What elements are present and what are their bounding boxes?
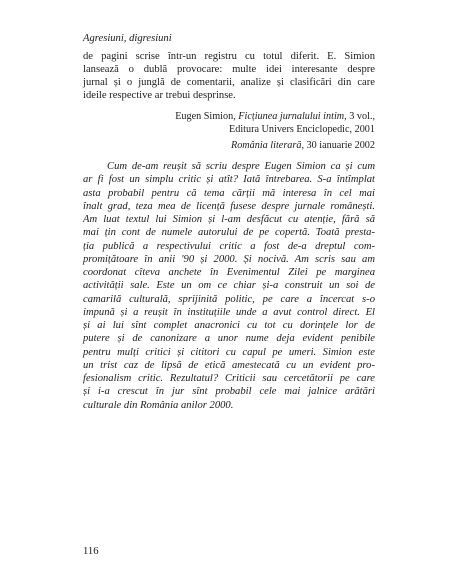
text-line: impună și a reușit în instituțiile unde a avut control direct. El	[83, 306, 375, 318]
text-line: pentru mulți critici și cititori cu capul pe umeri. Simion este	[83, 346, 375, 358]
text-line: camarilă culturală, sprijinită politic, pe care a încercat s-o	[83, 293, 375, 305]
citation-journal: România literară	[230, 140, 302, 151]
text-line: Cum de-am reușit să scriu despre Eugen Simion ca și cum	[107, 161, 375, 172]
citation-book-title: Ficțiunea jurnalului intim	[238, 111, 345, 122]
text-line: ar fi fost un simplu critic și atît? Iată întrebarea. S-a întîmplat	[83, 174, 375, 186]
text-line: activității sale. Este un om ce chiar și-a construit un soi de	[83, 280, 375, 292]
text-line: Am luat textul lui Simion și l-am desfăcut cu atenție, fără să	[83, 214, 375, 225]
text-line: ția publică a respectivului critic a fost de-a dreptul com-	[83, 240, 375, 252]
italic-body-paragraph	[83, 160, 375, 412]
text-line: mai țin cont de numele autorului de pe copertă. Toată presta-	[83, 227, 375, 239]
intro-paragraph	[83, 50, 375, 102]
text-line: coordonat cîteva anchete în Evenimentul Zilei pe marginea	[83, 267, 375, 278]
text-line: un trist caz de lipsă de etică amestecată cu un evident pro-	[83, 359, 375, 371]
page-number: 116	[83, 546, 99, 557]
text-line: jurnal și o junglă de comentarii, analize și clasificări din care	[83, 77, 375, 89]
text-line: culturale din România anilor 2000.	[83, 399, 234, 411]
citation-journal-date: , 30 ianuarie 2002	[301, 140, 375, 151]
text-line: promițătoare în anii '90 și 2000. Și nocivă. Am scris sau am	[83, 253, 375, 265]
text-line: înalt grad, teza mea de licență fusese despre jurnale românești.	[83, 200, 375, 212]
citation-publisher: Editura Univers Enciclopedic, 2001	[229, 124, 375, 135]
text-line: și ai lui sînt complet anacronici cu tot cu dorințele lor de	[83, 320, 375, 331]
running-head: Agresiuni, digresiuni	[83, 33, 172, 44]
text-line: de pagini scrise într-un registru cu totul diferit. E. Simion	[83, 51, 375, 62]
text-line: lansează o dublă provocare: multe idei interesante despre	[83, 64, 375, 76]
text-line: asta probabil pentru că tema cărții mă interesa în cel mai	[83, 187, 375, 199]
citation-author: Eugen Simion,	[175, 111, 239, 122]
citation-line-3	[231, 139, 375, 152]
citation-line-1	[175, 110, 375, 123]
text-line: fesionalism critic. Rezultatul? Criticii sau cercetătorii pe care	[83, 373, 375, 384]
text-line: ideile respective ar trebui desprinse.	[83, 90, 236, 102]
citation-line-2	[229, 123, 375, 136]
text-line: putere și de canonizare a unor nume deja evident penibile	[83, 333, 375, 345]
citation-book-rest: , 3 vol.,	[344, 111, 375, 122]
text-line: și i-a crescut în jur sînt probabil cele mai jalnice arătări	[83, 386, 375, 398]
